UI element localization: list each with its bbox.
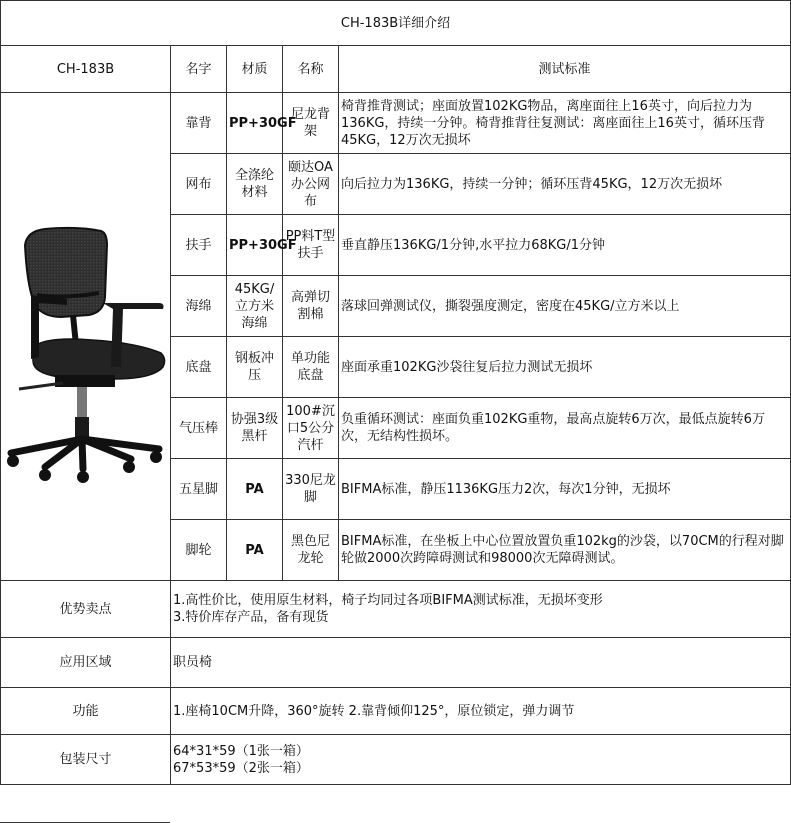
part-name: 气压棒: [171, 398, 227, 459]
part-material: 45KG/立方米海绵: [227, 276, 283, 337]
packaging-line-2: 67*53*59（2张一箱）: [173, 760, 309, 776]
part-material: 钢板冲压: [227, 337, 283, 398]
part-title: 330尼龙脚: [283, 459, 339, 520]
part-material: 全涤纶材料: [227, 154, 283, 215]
application-row: [1, 638, 791, 688]
part-name: 海绵: [171, 276, 227, 337]
header-row: [1, 46, 791, 93]
part-standard: BIFMA标准，静压1136KG压力2次，每次1分钟，无损坏: [339, 459, 791, 520]
packaging-line-1: 64*31*59（1张一箱）: [173, 743, 309, 759]
advantages-line-2: 3.特价库存产品，备有现货: [173, 610, 329, 625]
model-header: CH-183B: [1, 46, 171, 93]
title-header: 名称: [283, 46, 339, 93]
part-title: 高弹切割棉: [283, 276, 339, 337]
part-material: PP+30GF: [227, 93, 283, 154]
packaging-label: 包装尺寸: [1, 735, 171, 785]
part-standard: 落球回弹测试仪，撕裂强度测定，密度在45KG/立方米以上: [339, 276, 791, 337]
advantages-row: [1, 581, 791, 638]
part-standard: BIFMA标准，在坐板上中心位置放置负重102kg的沙袋，以70CM的行程对脚轮做2000次跨障碍测试和98000次无障碍测试。: [339, 520, 791, 581]
part-standard: 向后拉力为136KG，持续一分钟；循环压背45KG，12万次无损坏: [339, 154, 791, 215]
advantages-line-1: 1.高性价比，使用原生材料，椅子均同过各项BIFMA测试标准，无损坏变形: [173, 593, 603, 608]
part-standard: 负重循环测试：座面负重102KG重物，最高点旋转6万次，最低点旋转6万次，无结构性损坏。: [339, 398, 791, 459]
name-header: 名字: [171, 46, 227, 93]
part-material: PP+30GF: [227, 215, 283, 276]
function-row: [1, 688, 791, 735]
part-title: 黑色尼龙轮: [283, 520, 339, 581]
part-name: 靠背: [171, 93, 227, 154]
part-material: 协强3级黑杆: [227, 398, 283, 459]
part-material: PA: [227, 459, 283, 520]
part-standard: 座面承重102KG沙袋往复后拉力测试无损坏: [339, 337, 791, 398]
chair-photo: [1, 93, 171, 581]
part-title: 颐达OA办公网布: [283, 154, 339, 215]
part-name: 扶手: [171, 215, 227, 276]
application-label: 应用区域: [1, 638, 171, 688]
part-name: 脚轮: [171, 520, 227, 581]
part-name: 五星脚: [171, 459, 227, 520]
material-header: 材质: [227, 46, 283, 93]
advantages-label: 优势卖点: [1, 581, 171, 638]
office-chair-image: [3, 127, 169, 547]
part-material: PA: [227, 520, 283, 581]
packaging-row: [1, 735, 791, 785]
packaging-value: [171, 735, 791, 785]
part-title: 尼龙背架: [283, 93, 339, 154]
part-name: 底盘: [171, 337, 227, 398]
advantages-value: [171, 581, 791, 638]
part-row-backrest: [1, 93, 791, 154]
part-standard: 椅背推背测试；座面放置102KG物品，离座面往上16英寸，向后拉力为136KG，持续一分钟。椅背推背往复测试：离座面往上16英寸，循环压背45KG，12万次无损坏: [339, 93, 791, 154]
part-standard: 垂直静压136KG/1分钟,水平拉力68KG/1分钟: [339, 215, 791, 276]
part-title: 单功能底盘: [283, 337, 339, 398]
page-title: CH-183B详细介绍: [1, 1, 791, 46]
part-title: 100#沉口5公分汽杆: [283, 398, 339, 459]
part-name: 网布: [171, 154, 227, 215]
function-label: 功能: [1, 688, 171, 735]
part-title: PP料T型扶手: [283, 215, 339, 276]
function-value: 1.座椅10CM升降，360°旋转 2.靠背倾仰125°，原位锁定，弹力调节: [171, 688, 791, 735]
standard-header: 测试标准: [339, 46, 791, 93]
application-value: 职员椅: [171, 638, 791, 688]
